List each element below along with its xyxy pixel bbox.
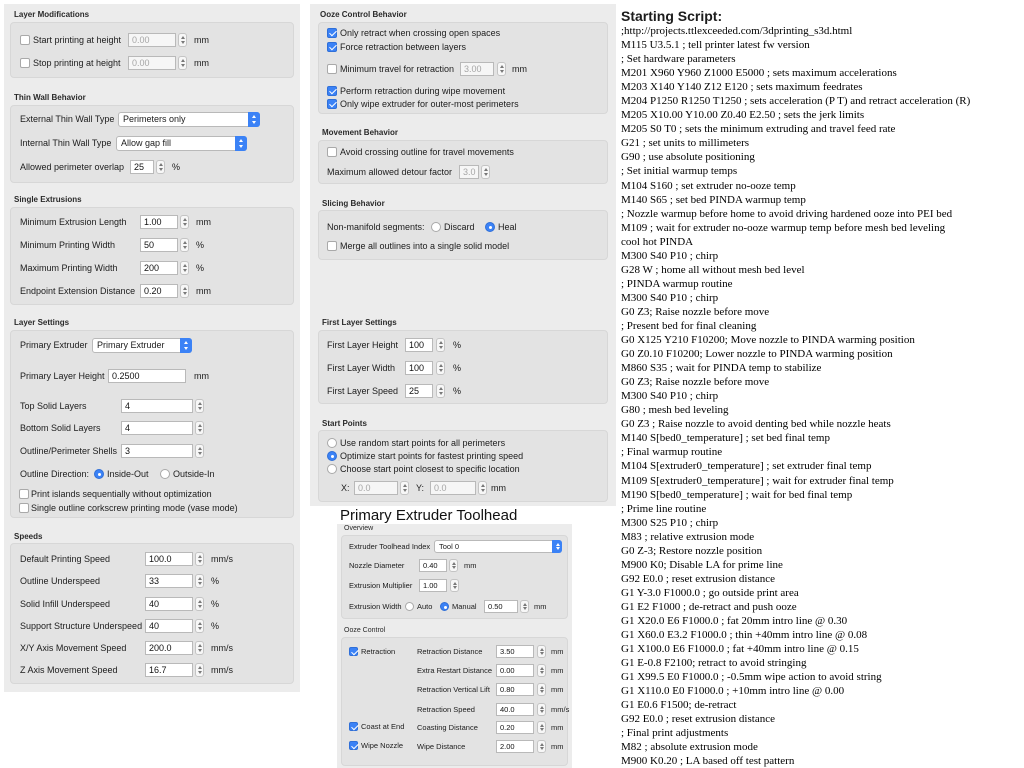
coasting-distance-stepper[interactable] [537,721,546,734]
perform-retract-checkbox[interactable] [327,86,337,96]
first-layer-speed-label: First Layer Speed [327,386,399,396]
script-line: M860 S35 ; wait for PINDA temp to stabilize [621,362,822,375]
random-start-radio[interactable] [327,438,337,448]
chevron-updown-icon [235,136,247,151]
max-printing-width-stepper[interactable] [180,261,189,275]
perimeter-shells-stepper[interactable] [195,444,204,458]
script-line: M300 S40 P10 ; chirp [621,249,719,262]
script-line: M900 K0.20 ; LA based off test pattern [621,755,795,768]
ooze-control-header: Ooze Control [344,627,386,634]
script-line: G1 E-0.8 F2100; retract to avoid stringing [621,657,807,670]
script-line: ;http://projects.ttlexceeded.com/3dprinting_s3d.html [621,25,853,37]
merge-outlines-checkbox[interactable] [327,241,337,251]
script-line: M82 ; absolute extrusion mode [621,741,758,754]
first-layer-height-input[interactable]: 100 [405,338,433,352]
closest-start-label: Choose start point closest to specific location [340,464,520,474]
movement-header: Movement Behavior [322,128,399,137]
vertical-lift-input[interactable]: 0.80 [496,683,534,696]
min-extrusion-length-stepper[interactable] [180,215,189,229]
width-manual-label: Manual [452,602,477,611]
retraction-speed-input[interactable]: 40.0 [496,703,534,716]
coasting-distance-input[interactable]: 0.20 [496,721,534,734]
starting-script-title: Starting Script: [621,8,723,24]
retraction-speed-stepper[interactable] [537,703,546,716]
first-layer-height-stepper[interactable] [436,338,445,352]
internal-thin-wall-value: Allow gap fill [121,138,172,148]
script-line: M300 S40 P10 ; chirp [621,390,719,403]
inside-out-radio[interactable] [94,469,104,479]
script-line: ; Present bed for final cleaning [621,319,757,332]
width-auto-label: Auto [417,602,433,611]
discard-label: Discard [444,222,475,232]
nozzle-diameter-label: Nozzle Diameter [349,561,405,570]
support-underspeed-unit: % [211,621,220,631]
external-thin-wall-label: External Thin Wall Type [20,114,115,124]
first-layer-width-stepper[interactable] [436,361,445,375]
wipe-nozzle-label: Wipe Nozzle [361,741,404,750]
retraction-speed-unit: mm/s [551,705,570,714]
heal-radio[interactable] [485,222,495,232]
overlap-stepper[interactable] [156,160,165,174]
top-solid-layers-input[interactable]: 4 [121,399,193,413]
top-solid-layers-stepper[interactable] [195,399,204,413]
nozzle-diameter-unit: mm [464,561,477,570]
layer-settings-header: Layer Settings [14,318,70,327]
start-x-input[interactable]: 0.0 [354,481,398,495]
avoid-crossing-checkbox[interactable] [327,147,337,157]
script-line: G92 E0.0 ; reset extrusion distance [621,572,775,585]
max-printing-width-input[interactable]: 200 [140,261,178,275]
start-height-input[interactable]: 0.00 [128,33,176,47]
z-movement-speed-stepper[interactable] [195,663,204,677]
support-underspeed-stepper[interactable] [195,619,204,633]
outline-underspeed-unit: % [211,576,220,586]
first-layer-header: First Layer Settings [322,318,397,327]
script-line: G28 W ; home all without mesh bed level [621,263,805,276]
optimize-start-radio[interactable] [327,451,337,461]
script-line: M201 X960 Y960 Z1000 E5000 ; sets maximum accelerations [621,67,897,80]
min-extrusion-length-label: Minimum Extrusion Length [20,217,127,227]
extra-restart-label: Extra Restart Distance [417,666,493,675]
slicing-group [318,210,608,260]
script-line: M104 S[extruder0_temperature] ; set extruder final temp [621,460,872,473]
script-line: M300 S25 P10 ; chirp [621,516,719,529]
min-extrusion-length-unit: mm [196,217,211,227]
chevron-updown-icon [248,112,260,127]
xy-movement-speed-unit: mm/s [211,643,233,653]
wipe-distance-unit: mm [551,742,564,751]
overview-header: Overview [344,525,374,532]
only-retract-label: Only retract when crossing open spaces [340,28,501,38]
primary-extruder-label: Primary Extruder [20,340,88,350]
first-layer-speed-input[interactable]: 25 [405,384,433,398]
retraction-speed-label: Retraction Speed [417,705,475,714]
start-x-stepper[interactable] [400,481,409,495]
wipe-nozzle-checkbox[interactable] [349,741,358,750]
detour-input[interactable]: 3.0 [459,165,479,179]
start-y-stepper[interactable] [478,481,487,495]
script-line: G92 E0.0 ; reset extrusion distance [621,713,775,726]
min-travel-checkbox[interactable] [327,64,337,74]
script-line: G0 Z3; Raise nozzle before move [621,376,770,389]
script-line: G1 E0.6 F1500; de-retract [621,699,737,712]
random-start-label: Use random start points for all perimeters [340,438,506,448]
merge-outlines-label: Merge all outlines into a single solid model [340,241,510,251]
solid-infill-underspeed-unit: % [211,599,220,609]
script-line: M190 S[bed0_temperature] ; wait for bed final temp [621,488,853,501]
xy-movement-speed-input[interactable]: 200.0 [145,641,193,655]
first-layer-height-label: First Layer Height [327,340,399,350]
internal-thin-wall-label: Internal Thin Wall Type [20,138,112,148]
first-layer-width-unit: % [453,363,462,373]
script-line: M140 S[bed0_temperature] ; set bed final temp [621,432,830,445]
stop-height-stepper[interactable] [178,56,187,70]
primary-layer-height-unit: mm [194,371,209,381]
extrusion-multiplier-stepper[interactable] [450,579,459,592]
only-retract-checkbox[interactable] [327,28,337,38]
outside-in-radio[interactable] [160,469,170,479]
coast-at-end-checkbox[interactable] [349,722,358,731]
retraction-distance-label: Retraction Distance [417,647,483,656]
closest-start-radio[interactable] [327,464,337,474]
script-line: M205 X10.00 Y10.00 Z0.40 E2.50 ; sets the jerk limits [621,109,865,122]
layer-modifications-header: Layer Modifications [14,10,90,19]
outside-in-label: Outside-In [173,469,215,479]
script-line: M115 U3.5.1 ; tell printer latest fw version [621,39,810,52]
inside-out-label: Inside-Out [107,469,149,479]
stop-height-input[interactable]: 0.00 [128,56,176,70]
min-travel-unit: mm [512,64,527,74]
outline-underspeed-label: Outline Underspeed [20,576,101,586]
starting-script-text [621,24,1023,768]
extrusion-multiplier-label: Extrusion Multiplier [349,581,413,590]
script-line: ; Set hardware parameters [621,53,736,66]
script-line: M204 P1250 R1250 T1250 ; sets acceleration (P T) and retract acceleration (R) [621,95,971,108]
heal-label: Heal [498,222,517,232]
script-line: G1 X60.0 E3.2 F1000.0 ; thin +40mm intro line @ 0.08 [621,629,868,642]
bottom-solid-layers-stepper[interactable] [195,421,204,435]
external-thin-wall-select[interactable] [118,112,260,127]
perform-retract-label: Perform retraction during wipe movement [340,86,506,96]
primary-extruder-value: Primary Extruder [97,340,165,350]
primary-extruder-select[interactable] [92,338,192,353]
retraction-distance-input[interactable]: 3.50 [496,645,534,658]
script-line: M140 S65 ; set bed PINDA warmup temp [621,193,806,206]
only-wipe-label: Only wipe extruder for outer-most perimeters [340,99,519,109]
script-line: M900 K0; Disable LA for prime line [621,558,783,571]
overlap-label: Allowed perimeter overlap [20,162,125,172]
wipe-distance-label: Wipe Distance [417,742,466,751]
toolhead-index-select[interactable] [434,540,562,553]
outline-underspeed-input[interactable]: 33 [145,574,193,588]
endpoint-extension-unit: mm [196,286,211,296]
first-layer-width-input[interactable]: 100 [405,361,433,375]
script-line: M300 S40 P10 ; chirp [621,291,719,304]
script-line: G0 Z3; Raise nozzle before move [621,305,770,318]
support-underspeed-input[interactable]: 40 [145,619,193,633]
script-line: cool hot PINDA [621,235,694,248]
print-islands-label: Print islands sequentially without optimization [31,489,212,499]
start-height-unit: mm [194,35,209,45]
solid-infill-underspeed-stepper[interactable] [195,597,204,611]
retraction-distance-unit: mm [551,647,564,656]
top-solid-layers-label: Top Solid Layers [20,401,87,411]
internal-thin-wall-select[interactable] [116,136,247,151]
start-height-stepper[interactable] [178,33,187,47]
script-line: ; PINDA warmup routine [621,277,733,290]
extrusion-width-input[interactable]: 0.50 [484,600,518,613]
script-line: G0 Z0.10 F10200; Lower nozzle to PINDA warming position [621,348,893,361]
script-line: M104 S160 ; set extruder no-ooze temp [621,179,796,192]
retraction-distance-stepper[interactable] [537,645,546,658]
script-line: ; Final print adjustments [621,727,729,740]
x-label: X: [341,483,350,493]
script-line: G90 ; use absolute positioning [621,151,755,164]
primary-layer-height-input[interactable]: 0.2500 [108,369,186,383]
max-printing-width-unit: % [196,263,205,273]
start-printing-checkbox[interactable] [20,35,30,45]
default-printing-speed-stepper[interactable] [195,552,204,566]
vertical-lift-label: Retraction Vertical Lift [417,685,490,694]
script-line: G1 X110.0 E0 F1000.0 ; +10mm intro line @ 0.00 [621,685,845,698]
force-retract-label: Force retraction between layers [340,42,467,52]
bottom-solid-layers-input[interactable]: 4 [121,421,193,435]
script-line: G1 Y-3.0 F1000.0 ; go outside print area [621,586,799,599]
coasting-distance-label: Coasting Distance [417,723,478,732]
extra-restart-stepper[interactable] [537,664,546,677]
thin-wall-header: Thin Wall Behavior [14,93,86,102]
optimize-start-label: Optimize start points for fastest printing speed [340,451,524,461]
avoid-crossing-label: Avoid crossing outline for travel movements [340,147,514,157]
script-line: G0 X125 Y210 F10200; Move nozzle to PINDA warming position [621,334,915,347]
start-point-unit: mm [491,483,506,493]
min-printing-width-unit: % [196,240,205,250]
script-line: G21 ; set units to millimeters [621,137,750,150]
width-manual-radio[interactable] [440,602,449,611]
solid-infill-underspeed-label: Solid Infill Underspeed [20,599,111,609]
first-layer-height-unit: % [453,340,462,350]
stop-printing-label: Stop printing at height [33,58,121,68]
min-travel-stepper[interactable] [497,62,506,76]
start-points-header: Start Points [322,419,367,428]
retraction-label: Retraction [361,647,396,656]
slicing-header: Slicing Behavior [322,199,385,208]
overlap-unit: % [172,162,181,172]
min-travel-input[interactable]: 3.00 [460,62,494,76]
min-printing-width-input[interactable]: 50 [140,238,178,252]
script-line: G0 Z3 ; Raise nozzle to avoid denting bed while nozzle heats [621,418,891,431]
z-movement-speed-unit: mm/s [211,665,233,675]
first-layer-speed-stepper[interactable] [436,384,445,398]
z-movement-speed-input[interactable]: 16.7 [145,663,193,677]
outline-direction-label: Outline Direction: [20,469,90,479]
chevron-updown-icon [552,540,562,553]
start-y-input[interactable]: 0.0 [430,481,476,495]
vase-mode-label: Single outline corkscrew printing mode (vase mode) [31,503,238,513]
max-printing-width-label: Maximum Printing Width [20,263,118,273]
perimeter-shells-input[interactable]: 3 [121,444,193,458]
vase-mode-checkbox[interactable] [19,503,29,513]
nonmanifold-label: Non-manifold segments: [327,222,425,232]
detour-label: Maximum allowed detour factor [327,167,453,177]
script-line: ; Set initial warmup temps [621,165,738,178]
force-retract-checkbox[interactable] [327,42,337,52]
toolhead-title: Primary Extruder Toolhead [340,507,518,524]
script-line: M205 S0 T0 ; sets the minimum extruding and travel feed rate [621,123,896,136]
only-wipe-checkbox[interactable] [327,99,337,109]
overlap-input[interactable]: 25 [130,160,154,174]
script-line: ; Prime line routine [621,502,707,515]
ooze-behavior-header: Ooze Control Behavior [320,10,407,19]
discard-radio[interactable] [431,222,441,232]
solid-infill-underspeed-input[interactable]: 40 [145,597,193,611]
toolhead-index-label: Extruder Toolhead Index [349,542,431,551]
script-line: ; Final warmup routine [621,446,723,459]
default-printing-speed-label: Default Printing Speed [20,554,111,564]
detour-stepper[interactable] [481,165,490,179]
endpoint-extension-label: Endpoint Extension Distance [20,286,136,296]
default-printing-speed-unit: mm/s [211,554,233,564]
vertical-lift-unit: mm [551,685,564,694]
extra-restart-input[interactable]: 0.00 [496,664,534,677]
external-thin-wall-value: Perimeters only [123,114,186,124]
z-movement-speed-label: Z Axis Movement Speed [20,665,118,675]
speeds-header: Speeds [14,532,43,541]
script-line: M83 ; relative extrusion mode [621,530,755,543]
script-line: G1 E2 F1000 ; de-retract and push ooze [621,600,797,613]
primary-layer-height-label: Primary Layer Height [20,371,105,381]
start-printing-label: Start printing at height [33,35,122,45]
script-line: M109 S[extruder0_temperature] ; wait for extruder final temp [621,474,894,487]
outline-underspeed-stepper[interactable] [195,574,204,588]
first-layer-width-label: First Layer Width [327,363,396,373]
script-line: G1 X99.5 E0 F1000.0 ; -0.5mm wipe action to avoid string [621,671,882,684]
width-auto-radio[interactable] [405,602,414,611]
retraction-checkbox[interactable] [349,647,358,656]
endpoint-extension-stepper[interactable] [180,284,189,298]
perimeter-shells-label: Outline/Perimeter Shells [20,446,118,456]
xy-movement-speed-label: X/Y Axis Movement Speed [20,643,127,653]
xy-movement-speed-stepper[interactable] [195,641,204,655]
chevron-updown-icon [180,338,192,353]
script-line: G0 Z-3; Restore nozzle position [621,544,763,557]
coasting-distance-unit: mm [551,723,564,732]
script-line: G1 X100.0 E6 F1000.0 ; fat +40mm intro line @ 0.15 [621,643,859,656]
script-line: M109 ; wait for extruder no-ooze warmup temp before mesh bed leveling [621,221,946,234]
toolhead-index-value: Tool 0 [439,542,460,551]
first-layer-speed-unit: % [453,386,462,396]
extrusion-width-label: Extrusion Width [349,602,402,611]
extra-restart-unit: mm [551,666,564,675]
script-line: G1 X20.0 E6 F1000.0 ; fat 20mm intro line @ 0.30 [621,614,848,627]
min-travel-label: Minimum travel for retraction [340,64,455,74]
wipe-distance-input[interactable]: 2.00 [496,740,534,753]
bottom-solid-layers-label: Bottom Solid Layers [20,423,101,433]
min-extrusion-length-input[interactable]: 1.00 [140,215,178,229]
coast-at-end-label: Coast at End [361,722,405,731]
min-printing-width-stepper[interactable] [180,238,189,252]
script-line: M203 X140 Y140 Z12 E120 ; sets maximum feedrates [621,81,863,94]
nozzle-diameter-input[interactable]: 0.40 [419,559,447,572]
y-label: Y: [416,483,425,493]
nozzle-diameter-stepper[interactable] [449,559,458,572]
wipe-distance-stepper[interactable] [537,740,546,753]
support-underspeed-label: Support Structure Underspeed [20,621,143,631]
script-line: G80 ; mesh bed leveling [621,404,729,417]
print-islands-checkbox[interactable] [19,489,29,499]
script-line: ; Nozzle warmup before home to avoid driving hardened ooze into PEI bed [621,207,953,220]
stop-height-unit: mm [194,58,209,68]
extrusion-multiplier-input[interactable]: 1.00 [419,579,447,592]
default-printing-speed-input[interactable]: 100.0 [145,552,193,566]
vertical-lift-stepper[interactable] [537,683,546,696]
extrusion-width-stepper[interactable] [520,600,529,613]
stop-printing-checkbox[interactable] [20,58,30,68]
extrusion-width-unit: mm [534,602,547,611]
single-extrusions-header: Single Extrusions [14,195,82,204]
min-printing-width-label: Minimum Printing Width [20,240,116,250]
endpoint-extension-input[interactable]: 0.20 [140,284,178,298]
